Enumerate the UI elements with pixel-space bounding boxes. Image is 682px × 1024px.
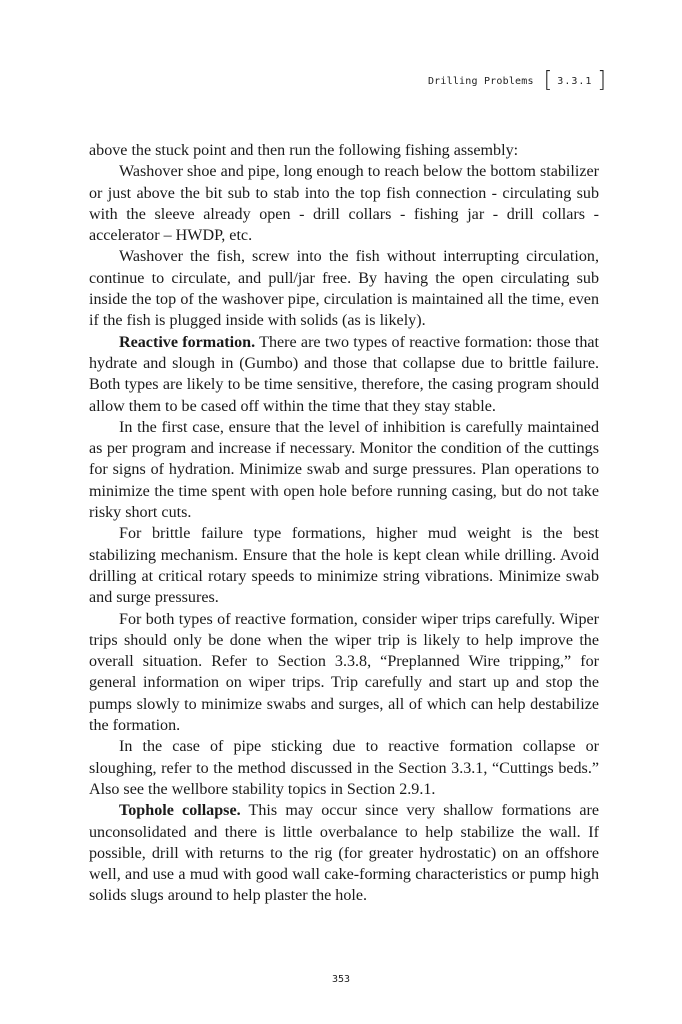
running-head-title: Drilling Problems	[427, 75, 534, 87]
page-number: 353	[331, 974, 351, 985]
paragraph	[89, 161, 599, 246]
running-head	[428, 70, 606, 92]
paragraph-text: This may occur since very shallow formations are unconsolidated and there is little overbalance to help stabilize the wall. If possible, drill with returns to the rig (for greater hydrostatic) on an offshore well, and use a mud with good wall cake-forming characteristics or pump high solids slugs around to help plaster the hole.	[89, 802, 600, 905]
paragraph-text: In the case of pipe sticking due to reactive formation collapse or sloughing, refer to the method discussed in the Section 3.3.1, “Cuttings beds.” Also see the wellbore stability topics in Section 2.9.1.	[89, 738, 599, 798]
paragraph-text: above the stuck point and then run the following fishing assembly:	[89, 142, 519, 159]
paragraph-text: There are two types of reactive formation: those that hydrate and slough in (Gumbo) and those that collapse due to brittle failure. Both types are likely to be time sensitive, therefore, the casing program should allow them to be cased off within the time that they stay stable.	[89, 333, 600, 415]
run-in-heading: Reactive formation.	[119, 333, 256, 351]
paragraph-text: In the first case, ensure that the level of inhibition is carefully maintained as per program and increase if necessary. Monitor the condition of the cuttings for signs of hydration. Minimize swab and surge pressures. Plan operations to minimize the time spent with open hole before running casing, but do not take risky short cuts.	[89, 418, 599, 522]
paragraph	[89, 736, 599, 800]
paragraph-text: Washover the fish, screw into the fish without interrupting circulation, continue to circulate, and pull/jar free. By having the open circulating sub inside the top of the washover pipe, circulation is maintained all the time, even if the fish is plugged inside with solids (as is likely).	[89, 248, 599, 330]
right-bracket: ]	[597, 68, 606, 93]
section-number: 3.3.1	[557, 75, 593, 87]
paragraph-text: For both types of reactive formation, consider wiper trips carefully. Wiper trips should only be done when the wiper trip is likely to help improve the overall situation. Refer to Section 3.3.8, “Preplanned Wire tripping,” for general information on wiper trips. Trip carefully and start up and stop the pumps slowly to minimize swabs and surges, all of which can help destabilize the formation.	[89, 610, 599, 735]
paragraph	[89, 246, 599, 331]
paragraph	[89, 140, 599, 161]
paragraph	[89, 417, 599, 523]
paragraph-text: Washover shoe and pipe, long enough to reach below the bottom stabilizer or just above the bit sub to stab into the top fish connection - circulating sub with the sleeve already open - drill collars - fishing jar - drill collars - accelerator – HWDP, etc.	[89, 163, 599, 245]
left-bracket: [	[543, 68, 553, 93]
paragraph	[89, 523, 599, 608]
paragraph-text: For brittle failure type formations, higher mud weight is the best stabilizing mechanism. Ensure that the hole is kept clean while drilling. Avoid drilling at critical rotary speeds to minimize string vibrations. Minimize swab and surge pressures.	[89, 525, 599, 607]
paragraph	[89, 332, 599, 417]
body-text	[89, 140, 599, 907]
paragraph	[89, 609, 599, 737]
paragraph	[89, 800, 599, 906]
run-in-heading: Tophole collapse.	[119, 802, 241, 820]
